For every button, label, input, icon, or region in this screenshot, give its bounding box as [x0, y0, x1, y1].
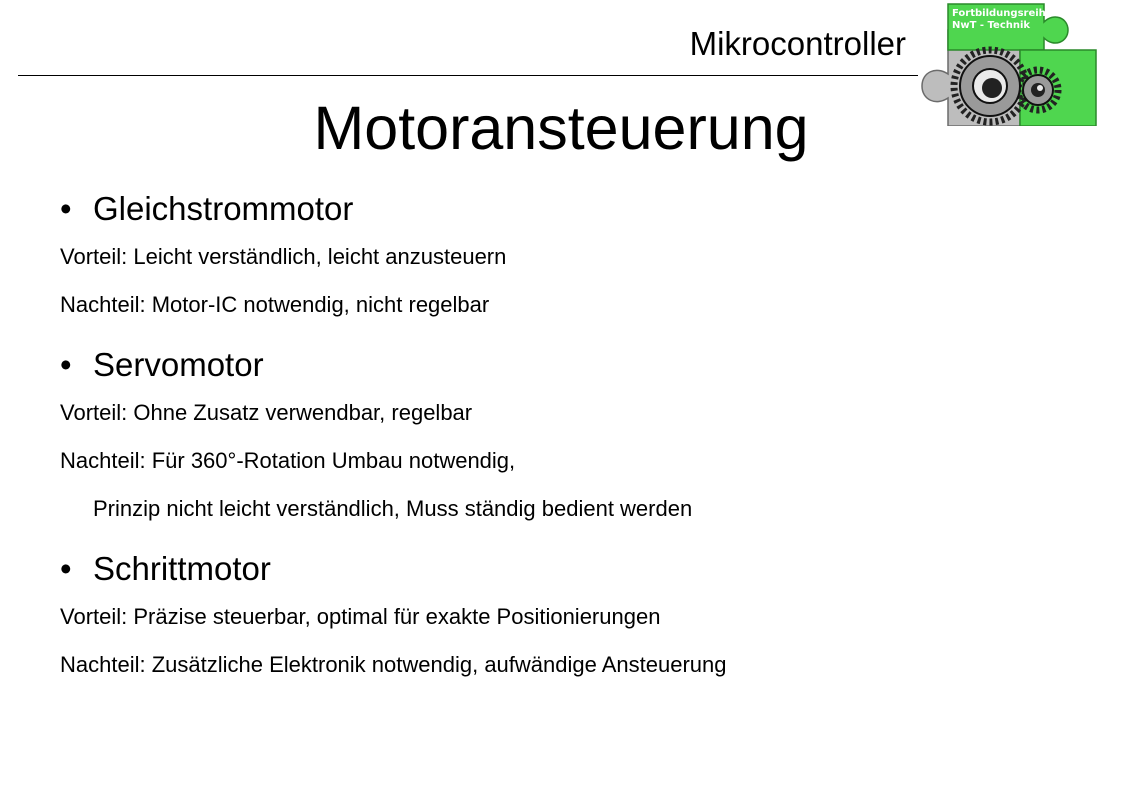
- bullet-dot: •: [60, 346, 72, 383]
- header-label: Mikrocontroller: [689, 25, 906, 62]
- disadvantage-continuation-line: Prinzip nicht leicht verständlich, Muss ständig bedient werden: [93, 496, 693, 521]
- advantage-line: Vorteil: Präzise steuerbar, optimal für exakte Positionierungen: [60, 604, 661, 629]
- advantage-line: Vorteil: Ohne Zusatz verwendbar, regelbar: [60, 400, 473, 425]
- bullet-dot: •: [60, 190, 72, 227]
- disadvantage-line: Nachteil: Zusätzliche Elektronik notwendig, aufwändige Ansteuerung: [60, 652, 727, 677]
- disadvantage-line: Nachteil: Für 360°-Rotation Umbau notwendig,: [60, 448, 516, 473]
- section-heading: Servomotor: [93, 346, 264, 383]
- logo-text-line2: NwT - Technik: [952, 20, 1031, 31]
- section-gleichstrommotor: [60, 185, 1080, 329]
- page-title: Motoransteuerung: [313, 94, 809, 162]
- section-schrittmotor: [60, 545, 1080, 689]
- slide-content: [60, 185, 1080, 689]
- logo-text-line1: Fortbildungsreihe: [952, 8, 1053, 19]
- disadvantage-line: Nachteil: Motor-IC notwendig, nicht regelbar: [60, 292, 490, 317]
- bullet-dot: •: [60, 550, 72, 587]
- header-divider: [18, 75, 918, 76]
- section-servomotor: [60, 341, 1080, 533]
- advantage-line: Vorteil: Leicht verständlich, leicht anzusteuern: [60, 244, 507, 269]
- section-heading: Schrittmotor: [93, 550, 271, 587]
- section-heading: Gleichstrommotor: [93, 190, 354, 227]
